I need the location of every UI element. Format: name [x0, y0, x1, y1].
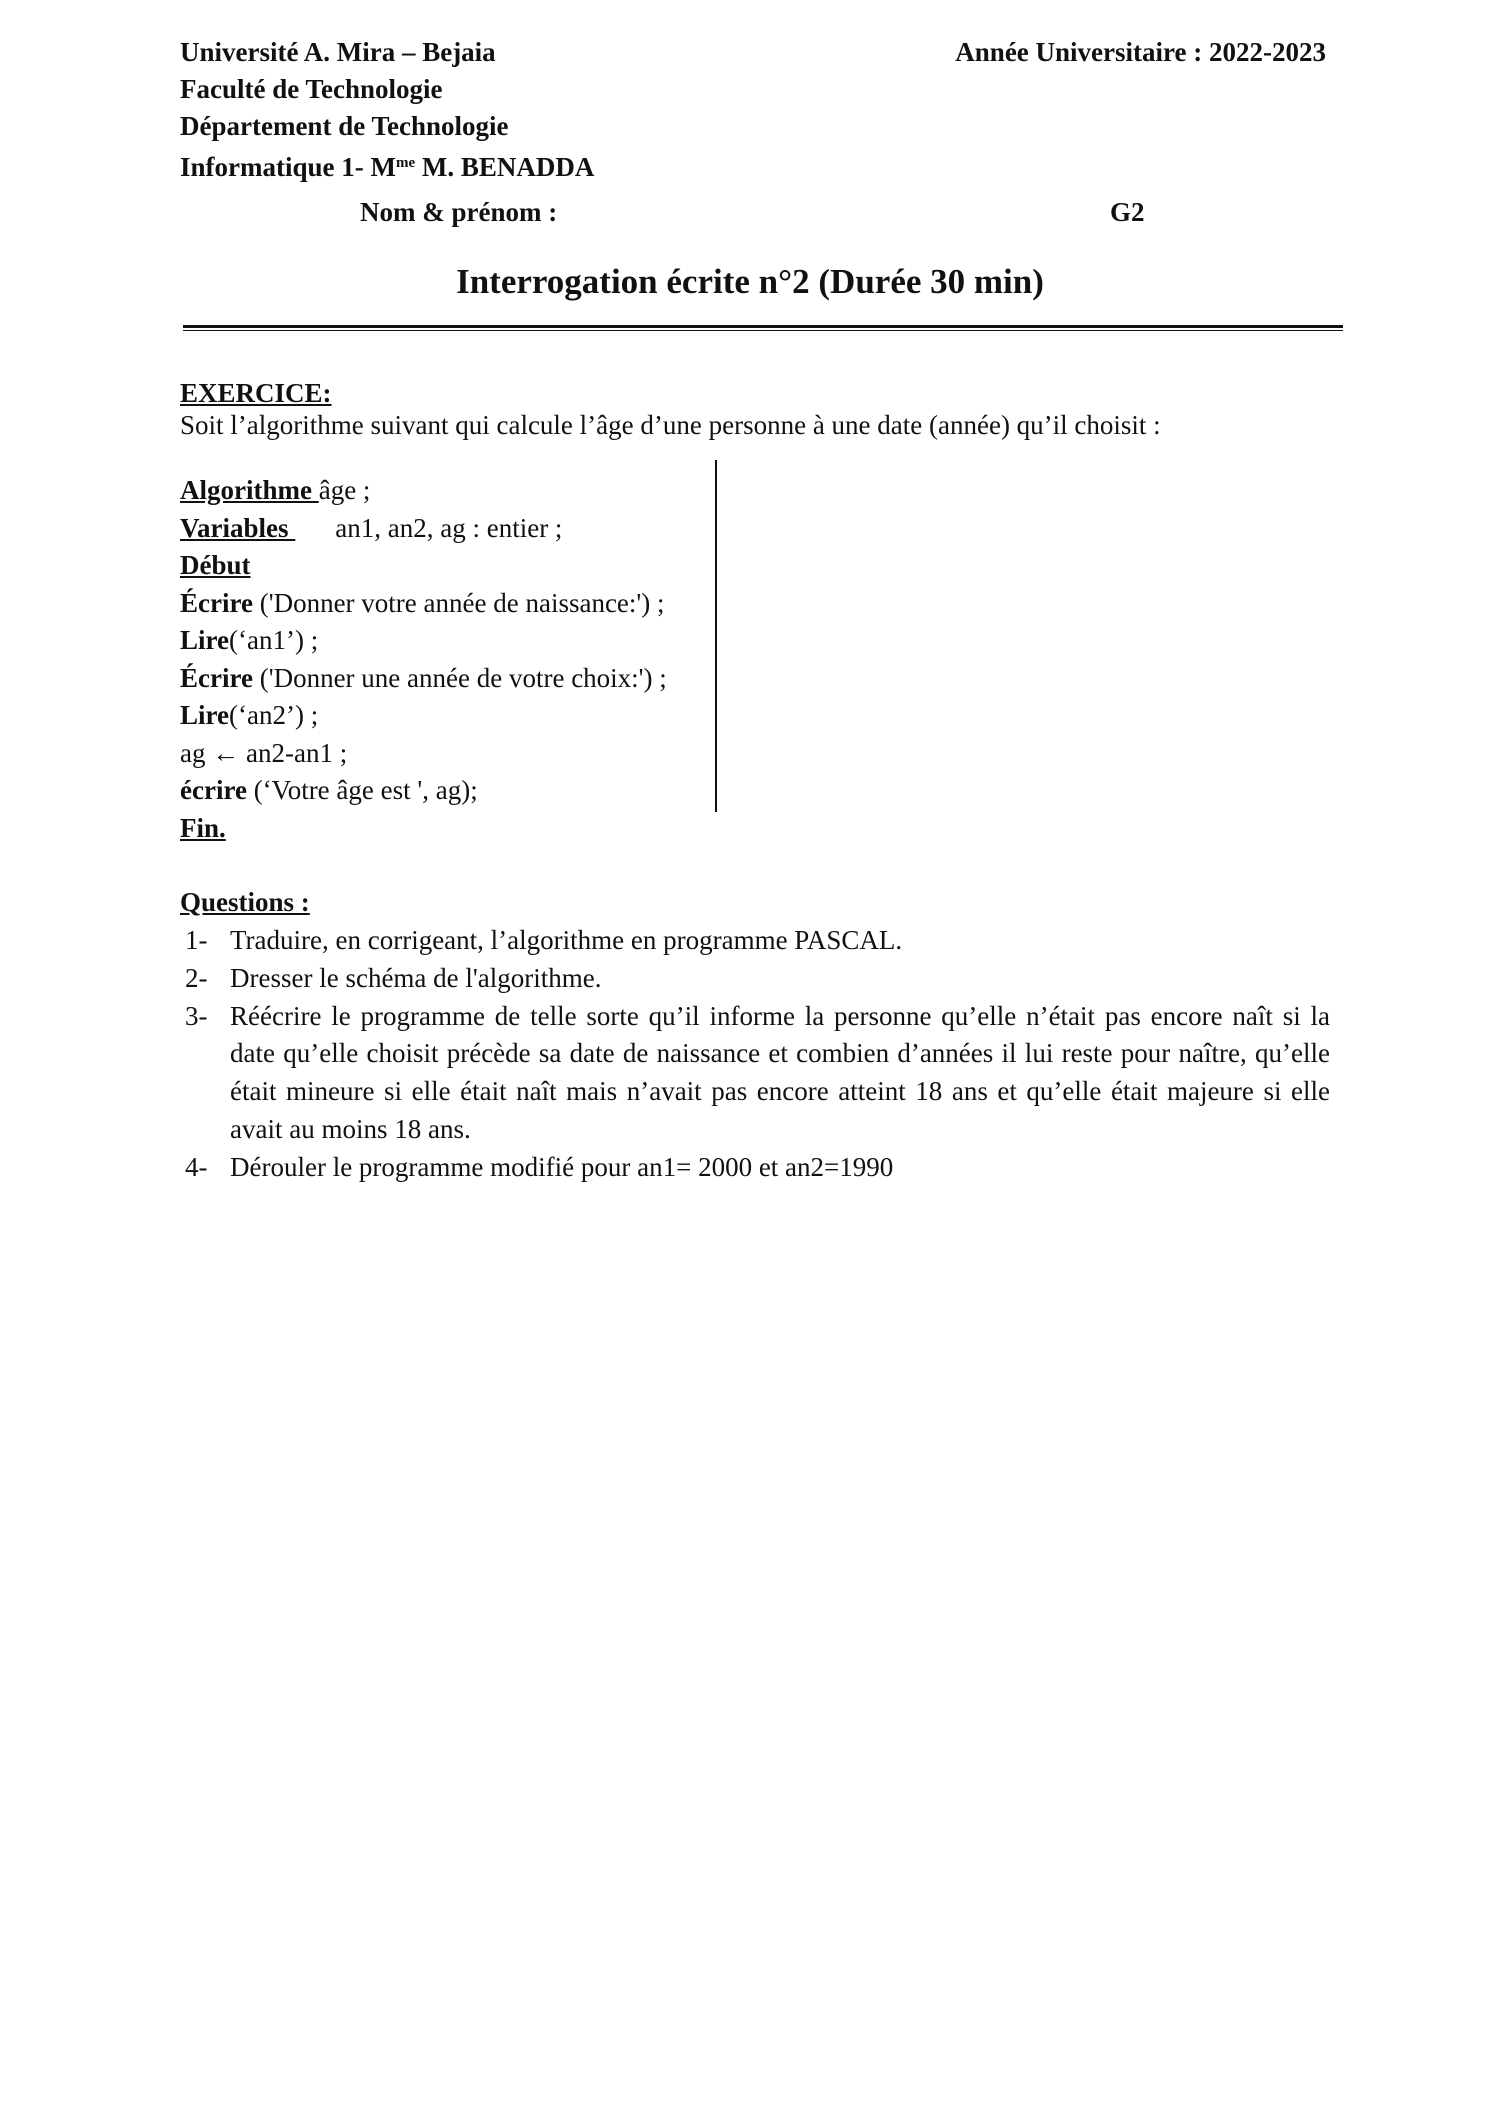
algo-line-9: [180, 772, 667, 810]
questions-heading: Questions :: [180, 887, 310, 917]
question-number: 3-: [185, 1000, 208, 1031]
exam-title: Interrogation écrite n°2 (Durée 30 min): [456, 262, 1044, 301]
algorithm-block: [180, 472, 667, 847]
course-prefix: Informatique 1- M: [180, 152, 396, 182]
title-rule-thick: [183, 325, 1343, 328]
question-text: Traduire, en corrigeant, l’algorithme en programme PASCAL.: [230, 925, 903, 955]
algo-keyword: Variables: [180, 512, 296, 543]
algo-keyword: Début: [180, 550, 251, 580]
algo-line-6: [180, 660, 667, 698]
algo-text: âge ;: [318, 475, 371, 505]
university-name: Université A. Mira – Bejaia: [180, 37, 496, 67]
algo-text: (‘Votre âge est ', ag);: [246, 775, 478, 805]
algo-line-1: [180, 472, 667, 510]
academic-year: Année Universitaire : 2022-2023: [955, 37, 1326, 67]
exercise-heading: EXERCICE:: [180, 378, 332, 408]
algo-keyword: Lire: [180, 625, 229, 655]
questions-list: [180, 922, 1330, 1187]
course-sup: me: [395, 155, 416, 171]
question-text: Dérouler le programme modifié pour an1= 2000 et an2=1990: [230, 1151, 894, 1182]
algo-line-4: [180, 585, 667, 623]
algorithm-divider: [715, 460, 717, 812]
algo-keyword: Lire: [180, 700, 229, 730]
question-number: 1-: [185, 925, 208, 955]
algo-keyword: Fin.: [180, 812, 226, 843]
algo-keyword: Écrire: [180, 587, 253, 618]
question-item: [180, 998, 1330, 1149]
question-text: Dresser le schéma de l'algorithme.: [230, 962, 602, 993]
algo-line-3: [180, 547, 667, 585]
title-rule-thin: [183, 330, 1343, 331]
group-label: G2: [1110, 197, 1145, 227]
algo-text: (‘an1’) ;: [229, 625, 319, 655]
department-name: Département de Technologie: [180, 111, 509, 141]
algo-keyword: Écrire: [180, 662, 253, 693]
question-item: [180, 922, 1330, 960]
algo-text: (‘an2’) ;: [229, 700, 319, 730]
question-item: [180, 960, 1330, 998]
name-label: Nom & prénom :: [360, 197, 558, 227]
algo-text: an1, an2, ag : entier ;: [335, 512, 563, 543]
algo-keyword: écrire: [180, 775, 247, 805]
question-number: 2-: [185, 962, 208, 993]
algo-text: ('Donner une année de votre choix:') ;: [252, 662, 667, 693]
algo-line-8: [180, 735, 667, 773]
algo-text: ag ← an2-an1 ;: [180, 737, 348, 768]
faculty-name: Faculté de Technologie: [180, 74, 443, 104]
algo-line-5: [180, 622, 667, 660]
course-teacher: [180, 145, 594, 186]
algo-text: ('Donner votre année de naissance:') ;: [252, 587, 665, 618]
algo-keyword: Algorithme: [180, 475, 319, 505]
question-text: Réécrire le programme de telle sorte qu’il informe la personne qu’elle n’était pas encore naît si la date qu’elle choisit précède sa date de naissance et combien d’années il lui reste pour naître, qu’elle était mineure si elle était naît mais n’avait pas encore atteint 18 ans et qu’elle était majeure si elle avait au moins 18 ans.: [230, 1000, 1330, 1144]
algo-line-7: [180, 697, 667, 735]
algo-line-10: [180, 810, 667, 848]
course-suffix: M. BENADDA: [415, 152, 595, 182]
question-item: [180, 1149, 1330, 1187]
algo-line-2: [180, 510, 667, 548]
exercise-intro: Soit l’algorithme suivant qui calcule l’âge d’une personne à une date (année) qu’il choisit :: [180, 410, 1161, 440]
question-number: 4-: [185, 1151, 208, 1182]
